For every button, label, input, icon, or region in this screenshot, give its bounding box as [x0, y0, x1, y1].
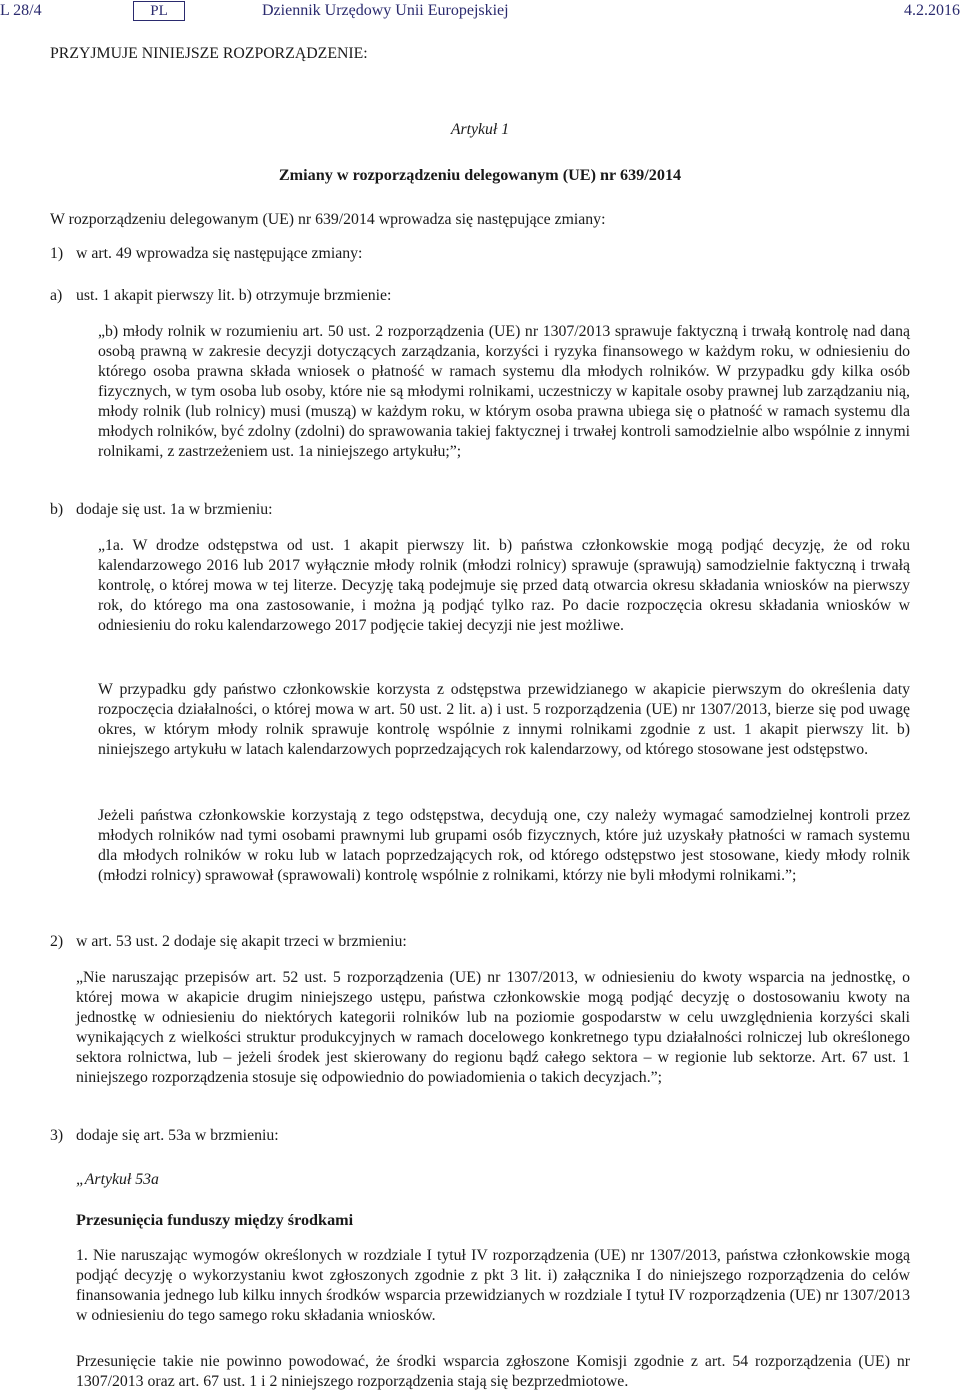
article-1-heading: Zmiany w rozporządzeniu delegowanym (UE) nr 639/2014: [278, 166, 682, 184]
item-2-number: 2): [50, 933, 64, 950]
item-3-number: 3): [50, 1127, 64, 1144]
item-1-number: 1): [50, 245, 64, 262]
intro-line: PRZYJMUJE NINIEJSZE ROZPORZĄDZENIE:: [50, 45, 368, 62]
article-1-title: Artykuł 1: [450, 121, 510, 138]
item-1-text: w art. 49 wprowadza się następujące zmiany:: [76, 245, 363, 262]
item-2-text: w art. 53 ust. 2 dodaje się akapit trzeci w brzmieniu:: [76, 933, 407, 950]
journal-title: Dziennik Urzędowy Unii Europejskiej: [262, 2, 509, 19]
paragraph-1: 1. Nie naruszając wymogów określonych w rozdziale I tytuł IV rozporządzenia (UE) nr 1307/2013, państwa członkowskie mogą podjąć decyzję o wykorzystaniu kwot zgłoszonych zgodnie z pkt 3 lit. i) załącznika I do niniejszego rozporządzenia do celów finansowania jednego lub kilku innych środków wsparcia przewidzianych w rozdziale I tytuł IV rozporządzenia (UE) nr 1307/2013 w odniesieniu do tego samego roku składania wniosków.: [76, 1247, 910, 1324]
page-reference: L 28/4: [0, 2, 42, 19]
paragraph-przesuniecie: Przesunięcie takie nie powinno powodować, że środki wsparcia zgłoszone Komisji zgodnie z art. 54 rozporządzenia (UE) nr 1307/2013 oraz art. 67 ust. 1 i 2 niniejszego rozporządzenia stają się bezprzedmiotowe.: [76, 1353, 910, 1390]
paragraph-1a: „1a. W drodze odstępstwa od ust. 1 akapit pierwszy lit. b) państwa członkowskie mogą podjąć decyzję, że od roku kalendarzowego 2016 lub 2017 wyłącznie młody rolnik (młodzi rolnicy) sprawuje (sprawują) samodzielnie faktyczną i trwałą kontrolę, o której mowa w tej literze. Decyzję taką podejmuje się przed datą otwarcia okresu składania wniosków na pierwszy rok, do którego ma ona zastosowanie, i można ją podjąć tylko raz. Po dacie rozpoczęcia okresu składania wniosków w odniesieniu do roku kalendarzowego 2017 podjęcie takiej decyzji nie jest możliwe.: [98, 537, 910, 634]
paragraph-nie-naruszajac: „Nie naruszając przepisów art. 52 ust. 5 rozporządzenia (UE) nr 1307/2013, w odniesieniu do kwoty wsparcia na jednostkę, o której mowa w akapicie drugim niniejszego ustępu, państwa członkowskie mogą podjąć decyzję o dostosowaniu kwoty na jednostkę w odniesieniu do niektórych kategorii rolników lub na poziomie gospodarstw w celu uwzględnienia korzyści skali wynikających z wielkości struktur produkcyjnych w ramach docelowego konkretnego typu działalności rolniczej lub określonego sektora rolnictwa, lub – jeżeli środek jest skierowany do regionu bądź całego sektora – w regionie lub sektorze. Art. 67 ust. 1 niniejszego rozporządzenia stosuje się odpowiednio do powiadomienia o takich decyzjach.”;: [76, 969, 910, 1086]
item-b-text: dodaje się ust. 1a w brzmieniu:: [76, 501, 273, 518]
paragraph-jezeli: Jeżeli państwa członkowskie korzystają z tego odstępstwa, decydują one, czy należy wymagać samodzielnej kontroli przez młodych rolników nad tymi osobami prawnymi lub grupami osób fizycznych, które już uzyskały płatności w ramach systemu dla młodych rolników w roku lub w latach poprzedzających rok, od którego odstępstwo jest stosowane, kiedy młody rolnik (młodzi rolnicy) sprawował (sprawowali) kontrolę wspólnie z rolnikami, którzy nie byli młodymi rolnikami.”;: [98, 807, 910, 884]
item-3-text: dodaje się art. 53a w brzmieniu:: [76, 1127, 279, 1144]
language-badge: PL: [133, 1, 185, 21]
quote-b-paragraph: „b) młody rolnik w rozumieniu art. 50 ust. 2 rozporządzenia (UE) nr 1307/2013 sprawuje faktyczną i trwałą kontrolę nad daną osobą prawną w zakresie decyzji dotyczących zarządzania, korzyści i ryzyka finansowego w każdym roku, w odniesieniu do którego osoba prawna składa wniosek o płatność w ramach systemu dla młodych rolników. W przypadku gdy kilka osób fizycznych, w tym osoba lub osoby, które nie są młodymi rolnikami, uczestniczy w kapitale osoby prawnej lub zarządzaniu nią, młody rolnik (lub rolnicy) musi (muszą) w każdym roku, w którym osoba prawna ubiega się o płatność w ramach systemu dla młodych rolników, być zdolny (zdolni) do sprawowania takiej faktycznej i trwałej kontroli samodzielnie albo wspólnie z innymi rolnikami, z zastrzeżeniem ust. 1a niniejszego artykułu;”;: [98, 323, 910, 460]
paragraph-w-przypadku: W przypadku gdy państwo członkowskie korzysta z odstępstwa przewidzianego w akapicie pierwszym do określenia daty rozpoczęcia działalności, o której mowa w art. 50 ust. 2 lit. a) i ust. 5 rozporządzenia (UE) nr 1307/2013, bierze się pod uwagę okres, w którym młody rolnik sprawuje kontrolę wspólnie z innymi rolnikami zgodnie z ust. 1 akapit pierwszy lit. b) niniejszego artykułu w latach kalendarzowych poprzedzających rok kalendarzowy, od którego stosowane jest odstępstwo.: [98, 681, 910, 758]
publication-date: 4.2.2016: [904, 2, 960, 19]
page-header: [0, 0, 960, 24]
main-paragraph: W rozporządzeniu delegowanym (UE) nr 639/2014 wprowadza się następujące zmiany:: [50, 211, 606, 228]
item-b-number: b): [50, 501, 64, 518]
item-a-number: a): [50, 287, 63, 304]
article-53a-title: „Artykuł 53a: [76, 1171, 159, 1188]
article-53a-heading: Przesunięcia funduszy między środkami: [76, 1211, 354, 1229]
item-a-text: ust. 1 akapit pierwszy lit. b) otrzymuje brzmienie:: [76, 287, 392, 304]
